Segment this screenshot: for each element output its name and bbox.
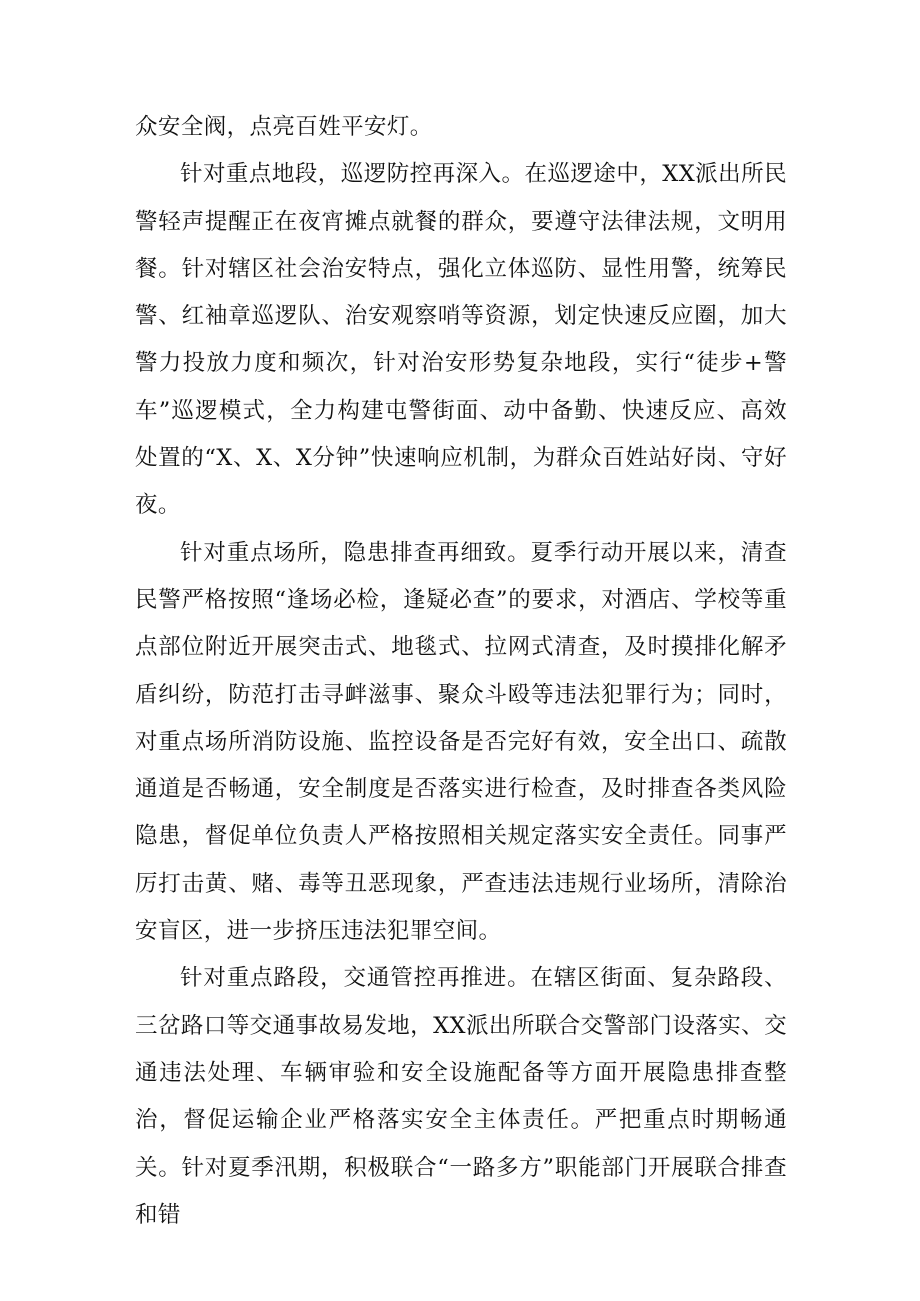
paragraph-1: 众安全阀，点亮百姓平安灯。 [135,114,433,140]
paragraph-3: 针对重点场所，隐患排查再细致。夏季行动开展以来，清查民警严格按照“逢场必检，逢疑必查”的要求，对酒店、学校等重点部位附近开展突击式、地毯式、拉网式清查，及时摸排化解矛盾纠纷，防范打击寻衅滋事、聚众斗殴等违法犯罪行为；同时，对重点场所消防设施、监控设备是否完好有效，安全出口、疏散通道是否畅通，安全制度是否落实进行检查，及时排查各类风险隐患，督促单位负责人严格按照相关规定落实安全责任。同事严厉打击黄、赌、毒等丑恶现象，严查违法违规行业场所，清除治安盲区，进一步挤压违法犯罪空间。 [135,539,787,945]
paragraph-2: 针对重点地段，巡逻防控再深入。在巡逻途中，XX派出所民警轻声提醒正在夜宵摊点就餐的群众，要遵守法律法规，文明用餐。针对辖区社会治安特点，强化立体巡防、显性用警，统筹民警、红袖章巡逻队、治安观察哨等资源，划定快速反应圈，加大警力投放力度和频次，针对治安形势复杂地段，实行“徒步+警车”巡逻模式，全力构建屯警街面、动中备勤、快速反应、高效处置的“X、X、X分钟”快速响应机制，为群众百姓站好岗、守好夜。 [135,161,787,519]
paragraph-4: 针对重点路段，交通管控再推进。在辖区街面、复杂路段、三岔路口等交通事故易发地，XX派出所联合交警部门设落实、交通违法处理、车辆审验和安全设施配备等方面开展隐患排查整治，督促运输企业严格落实安全主体责任。严把重点时期畅通关。针对夏季汛期，积极联合“一路多方”职能部门开展联合排查和错 [135,965,787,1228]
document-body [135,104,787,1239]
